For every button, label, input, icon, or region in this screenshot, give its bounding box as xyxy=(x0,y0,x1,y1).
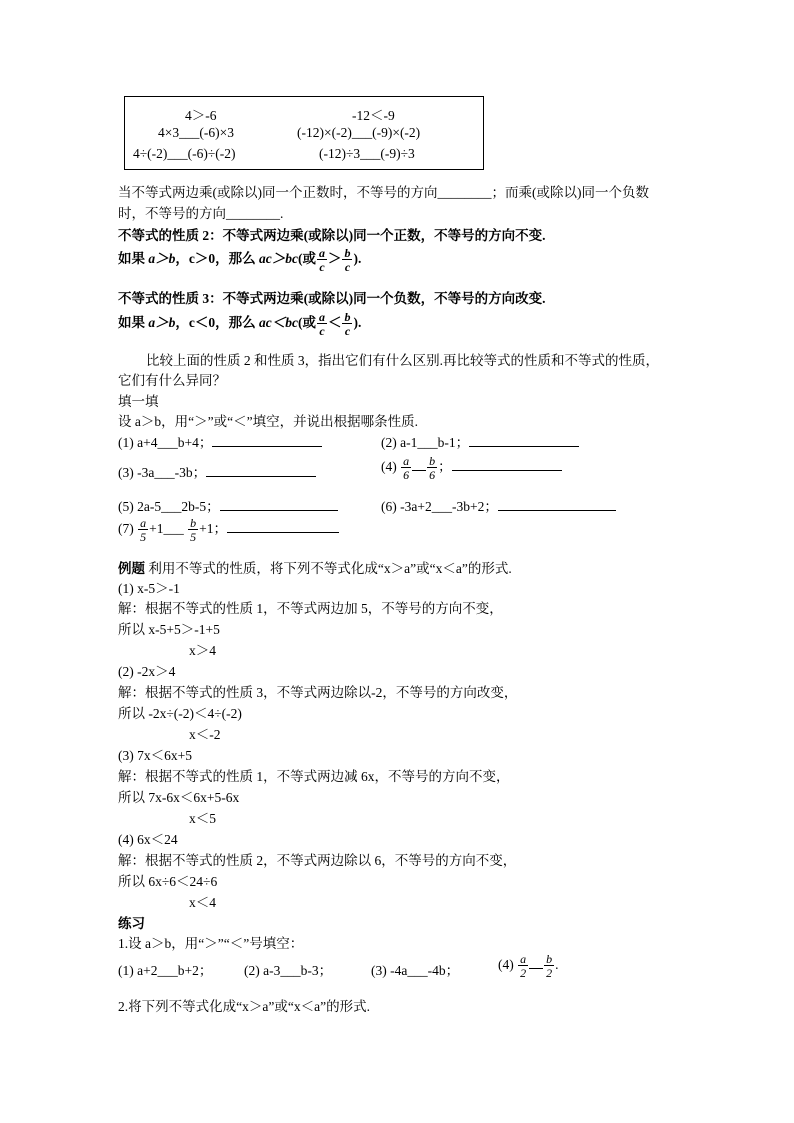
example-line: x＜5 xyxy=(189,811,216,826)
table-cell: 4÷(-2)___(-6)÷(-2) xyxy=(133,146,236,161)
observation-line: 当不等式两边乘(或除以)同一个正数时，不等号的方向________；而乘(或除以)同一个负数 xyxy=(118,185,649,200)
example-line: x＜4 xyxy=(189,895,216,910)
example-line: 解：根据不等式的性质 1，不等式两边减 6x，不等号的方向不变， xyxy=(118,769,510,784)
example-line: 解：根据不等式的性质 3，不等式两边除以-2，不等号的方向改变， xyxy=(118,685,518,700)
practice-item: (2) a-3___b-3； xyxy=(244,963,333,978)
practice-question: 1.设 a＞b，用“＞”“＜”号填空： xyxy=(118,936,304,951)
fill-question: (5) 2a-5___2b-5； xyxy=(118,495,338,515)
fill-question: (4) $\frac{a}{6}$ $\frac{b}{6}$ ； xyxy=(381,455,562,481)
example-line: 所以 6x÷6＜24÷6 xyxy=(118,874,218,889)
property-3-formula: 如果 a＞b，c＜0，那么 ac＜bc(或 $\frac{a}{c}$ ＜ $\frac{b}{c}$ ). xyxy=(118,310,362,338)
example-line: x＞4 xyxy=(189,643,216,658)
practice-item: (4) $\frac{a}{2}$ $\frac{b}{2}$ . xyxy=(498,952,559,980)
fill-title: 填一填 xyxy=(118,394,159,409)
property-2: 不等式的性质 2：不等式两边乘(或除以)同一个正数，不等号的方向不变. xyxy=(118,228,546,243)
example-line: 所以 x-5+5＞-1+5 xyxy=(118,622,220,637)
fill-question: (7) $\frac{a}{5}$ +1___ $\frac{b}{5}$ +1； xyxy=(118,517,339,543)
practice-title: 练习 xyxy=(118,916,145,931)
property-2-formula: 如果 a＞b，c＞0，那么 ac＞bc(或 $\frac{a}{c}$ ＞ $\frac{b}{c}$ ). xyxy=(118,246,362,274)
practice-item: (3) -4a___-4b； xyxy=(371,963,460,978)
example-line: 解：根据不等式的性质 1，不等式两边加 5，不等号的方向不变， xyxy=(118,601,503,616)
table-cell: -12＜-9 xyxy=(352,108,395,123)
practice-question: 2.将下列不等式化成“x＞a”或“x＜a”的形式. xyxy=(118,999,370,1014)
example-line: 解：根据不等式的性质 2，不等式两边除以 6，不等号的方向不变， xyxy=(118,853,517,868)
observation-line: 时，不等号的方向________. xyxy=(118,206,284,221)
table-cell: (-12)×(-2)___(-9)×(-2) xyxy=(297,125,421,140)
compare-text: 比较上面的性质 2 和性质 3，指出它们有什么区别.再比较等式的性质和不等式的性质， xyxy=(146,353,659,368)
fill-question: (3) -3a___-3b； xyxy=(118,461,316,481)
example-line: (2) -2x＞4 xyxy=(118,664,176,679)
compare-text: 它们有什么异同？ xyxy=(118,373,226,388)
example-line: 所以 -2x÷(-2)＜4÷(-2) xyxy=(118,706,242,721)
table-cell: 4×3___(-6)×3 xyxy=(158,125,234,140)
example-intro: 例题 利用不等式的性质，将下列不等式化成“x＞a”或“x＜a”的形式. xyxy=(118,561,512,576)
fill-question: (2) a-1___b-1； xyxy=(381,431,579,451)
fill-question: (6) -3a+2___-3b+2； xyxy=(381,495,616,515)
practice-item: (1) a+2___b+2； xyxy=(118,963,213,978)
table-cell: (-12)÷3___(-9)÷3 xyxy=(319,146,415,161)
example-line: (4) 6x＜24 xyxy=(118,832,178,847)
example-line: (3) 7x＜6x+5 xyxy=(118,748,192,763)
example-line: (1) x-5＞-1 xyxy=(118,581,180,596)
table-cell: 4＞-6 xyxy=(185,108,217,123)
fill-intro: 设 a＞b，用“＞”或“＜”填空，并说出根据哪条性质. xyxy=(118,414,418,429)
example-line: 所以 7x-6x＜6x+5-6x xyxy=(118,790,240,805)
fill-question: (1) a+4___b+4； xyxy=(118,431,322,451)
example-line: x＜-2 xyxy=(189,727,221,742)
property-3: 不等式的性质 3：不等式两边乘(或除以)同一个负数，不等号的方向改变. xyxy=(118,291,546,306)
